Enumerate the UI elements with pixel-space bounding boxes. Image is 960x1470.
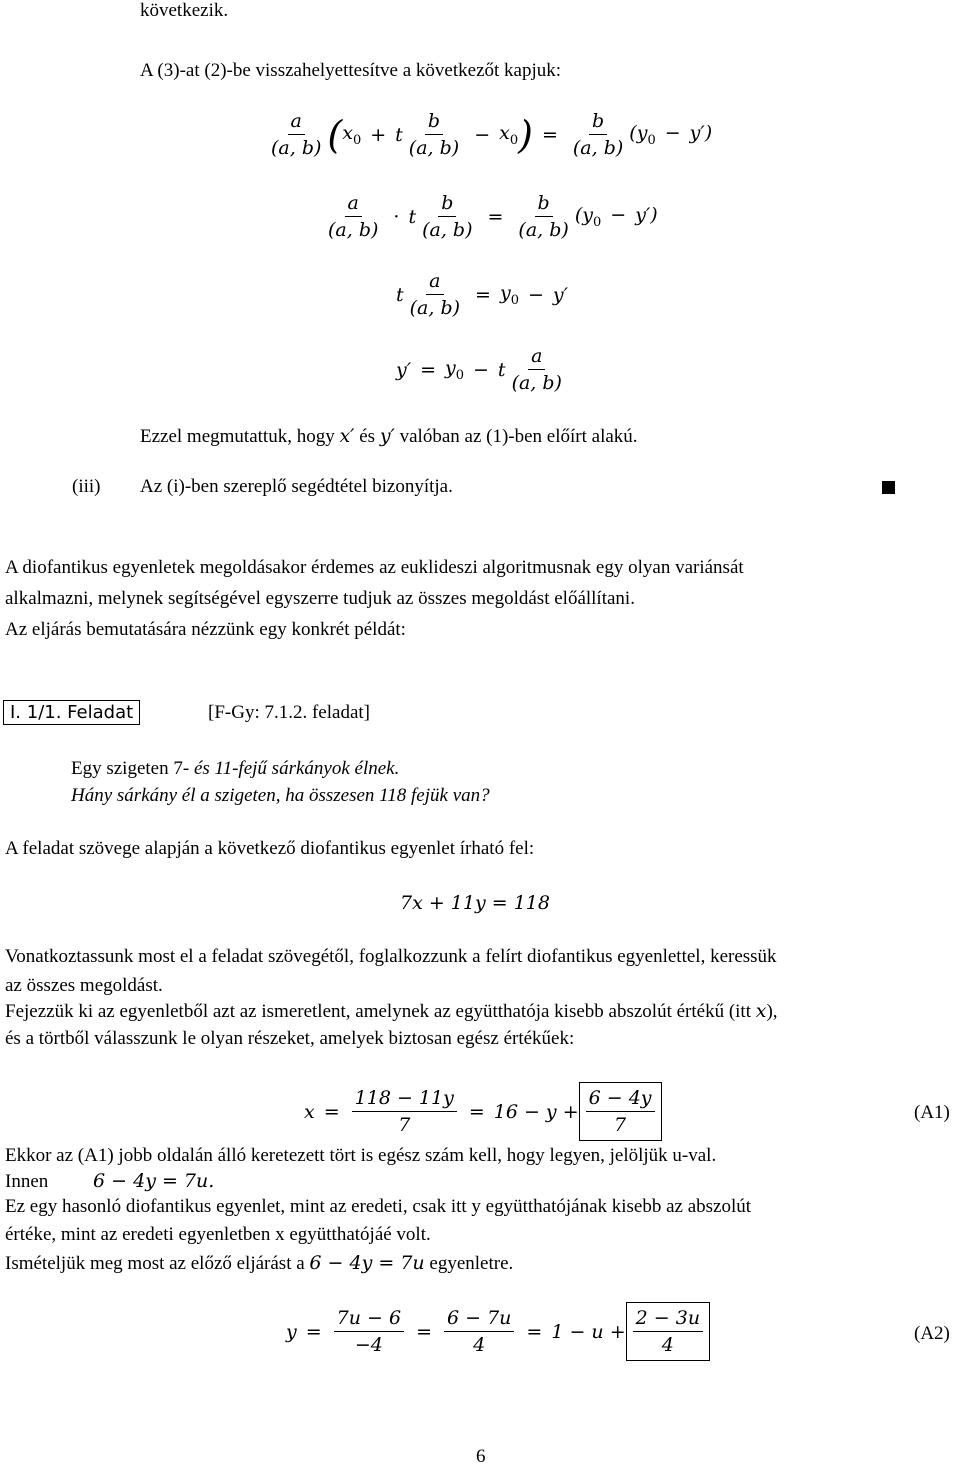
equals-sign: = bbox=[305, 1320, 322, 1343]
task-question: Hány sárkány él a szigeten, ha összesen 118 fejük van? bbox=[71, 785, 490, 806]
frac-den: (a, b) bbox=[408, 137, 460, 159]
frac-den: (a, b) bbox=[572, 137, 624, 159]
conclusion-line bbox=[140, 425, 638, 448]
x-prime: x′ bbox=[339, 425, 355, 447]
equals-sign: = bbox=[475, 283, 491, 306]
equation-tag: (A2) bbox=[914, 1323, 950, 1344]
y-prime: y′ bbox=[396, 358, 412, 381]
task-text bbox=[71, 758, 399, 780]
task-text-plain: Egy szigeten 7- bbox=[71, 758, 190, 779]
var-x: x bbox=[304, 1100, 315, 1123]
qed-square-icon bbox=[882, 481, 895, 494]
frac-num: b bbox=[425, 108, 443, 135]
body-line: és a törtből válasszunk le olyan részeket, amelyek biztosan egész értékűek: bbox=[5, 1028, 575, 1049]
y0: $y_0$ bbox=[444, 356, 464, 383]
equals-sign: = bbox=[541, 123, 558, 146]
frac-den: 4 bbox=[473, 1334, 486, 1356]
equals-sign: = bbox=[487, 205, 504, 228]
frac-num: 2 − 3u bbox=[633, 1305, 703, 1332]
frac-num: b bbox=[589, 108, 607, 135]
body-line: Vonatkoztassunk most el a feladat szövegétől, foglalkozzunk a felírt diofantikus egyenlettel, keressük bbox=[5, 946, 777, 967]
intro-line: Az eljárás bemutatására nézzünk egy konkrét példát: bbox=[5, 619, 406, 640]
body-line: A feladat szövege alapján a következő diofantikus egyenlet írható fel: bbox=[5, 838, 535, 859]
frac-den: 4 bbox=[661, 1334, 674, 1356]
main-equation: 7x + 11y = 118 bbox=[400, 892, 550, 914]
frac-num: a bbox=[528, 343, 545, 370]
frac-num: a bbox=[288, 108, 305, 135]
integer-part: 1 − u + bbox=[551, 1320, 626, 1343]
body-line: Ez egy hasonló diofantikus egyenlet, mint az eredeti, csak itt y együtthatójának kisebb az abszolút bbox=[5, 1196, 752, 1217]
intro-line: alkalmazni, melynek segítségével egyszerre tudjuk az összes megoldást előállítani. bbox=[5, 588, 635, 609]
equation-tag: (A1) bbox=[914, 1102, 950, 1123]
plus-sign: + bbox=[370, 123, 387, 146]
body-line: értéke, mint az eredeti egyenletben x együtthatójáé volt. bbox=[5, 1224, 431, 1245]
frac-num: b bbox=[438, 190, 456, 217]
frac-num: a bbox=[426, 268, 443, 295]
body-line: az összes megoldást. bbox=[5, 975, 163, 996]
frac-num: 7u − 6 bbox=[334, 1305, 404, 1332]
var-t: t bbox=[396, 283, 404, 306]
frac-num: 6 − 7u bbox=[444, 1305, 514, 1332]
conclusion-text: valóban az (1)-ben előírt alakú. bbox=[399, 426, 638, 447]
var-t: t bbox=[395, 123, 403, 146]
item-label: (iii) bbox=[72, 476, 101, 497]
task-text-italic: és 11-fejű sárkányok élnek. bbox=[193, 758, 400, 779]
page-number: 6 bbox=[476, 1446, 486, 1467]
conjunction: és bbox=[359, 426, 376, 447]
var-y: y bbox=[286, 1320, 297, 1343]
minus-sign: − bbox=[473, 358, 489, 381]
paren-group: $(y_0 - y')$ bbox=[629, 121, 713, 148]
task-reference: [F-Gy: 7.1.2. feladat] bbox=[208, 702, 370, 723]
paren-group: $(y_0 - y')$ bbox=[574, 203, 658, 230]
integer-part: 16 − y + bbox=[493, 1100, 579, 1123]
minus-sign: − bbox=[527, 283, 544, 306]
y-prime: y′ bbox=[379, 425, 395, 447]
equals-sign: = bbox=[420, 358, 436, 381]
equals-sign: = bbox=[468, 1100, 485, 1123]
minus-sign: − bbox=[474, 123, 491, 146]
frac-num: 118 − 11y bbox=[352, 1085, 457, 1112]
frac-den: (a, b) bbox=[511, 372, 562, 394]
body-line: Ismételjük meg most az előző eljárást a 6 − 4y = 7u egyenletre. bbox=[5, 1252, 514, 1274]
x0: $x_0$ bbox=[342, 121, 362, 148]
equation-A1 bbox=[304, 1082, 662, 1141]
frac-den: −4 bbox=[354, 1334, 383, 1356]
equation-4 bbox=[396, 343, 568, 396]
cdot: · bbox=[393, 205, 400, 228]
frac-den: 7 bbox=[398, 1114, 411, 1136]
y0: $y_0$ bbox=[499, 281, 519, 308]
frac-den: (a, b) bbox=[409, 297, 461, 319]
equation-1 bbox=[265, 108, 712, 161]
boxed-fraction bbox=[626, 1302, 710, 1361]
frac-den: (a, b) bbox=[328, 219, 379, 241]
body-line: Fejezzük ki az egyenletből azt az ismeretlent, amelynek az együtthatója kisebb abszolút értékű (itt x), bbox=[5, 1000, 778, 1022]
item-text: Az (i)-ben szereplő segédtétel bizonyítja. bbox=[140, 476, 453, 497]
var-t: t bbox=[497, 358, 506, 381]
body-line: Innen 6 − 4y = 7u. bbox=[5, 1170, 215, 1192]
equation-A2 bbox=[286, 1302, 710, 1361]
frac-num: b bbox=[535, 190, 553, 217]
frac-den: (a, b) bbox=[271, 137, 322, 159]
frac-num: 6 − 4y bbox=[586, 1085, 655, 1112]
frac-den: (a, b) bbox=[518, 219, 569, 241]
x0: $x_0$ bbox=[499, 121, 519, 148]
frac-den: 7 bbox=[614, 1114, 627, 1136]
boxed-fraction bbox=[579, 1082, 662, 1141]
intro-line: A diofantikus egyenletek megoldásakor érdemes az euklideszi algoritmusnak egy olyan variánsát bbox=[5, 557, 744, 578]
frac-num: a bbox=[345, 190, 362, 217]
task-label: I. 1/1. Feladat bbox=[3, 700, 140, 725]
body-line: Ekkor az (A1) jobb oldalán álló keretezett tört is egész szám kell, hogy legyen, jelöljük u-val. bbox=[5, 1145, 717, 1166]
equation-3 bbox=[396, 268, 568, 321]
y-prime: y′ bbox=[552, 283, 568, 306]
paren-open: ( bbox=[327, 112, 343, 157]
equals-sign: = bbox=[323, 1100, 340, 1123]
equals-sign: = bbox=[416, 1320, 432, 1343]
frac-den: (a, b) bbox=[422, 219, 473, 241]
continued-text: következik. bbox=[140, 0, 229, 21]
equals-sign: = bbox=[526, 1320, 543, 1343]
var-t: t bbox=[408, 205, 417, 228]
conclusion-text: Ezzel megmutattuk, hogy bbox=[140, 426, 335, 447]
intro-substitution: A (3)-at (2)-be visszahelyettesítve a következőt kapjuk: bbox=[140, 60, 562, 81]
paren-close: ) bbox=[518, 112, 533, 157]
equation-2 bbox=[322, 190, 658, 243]
